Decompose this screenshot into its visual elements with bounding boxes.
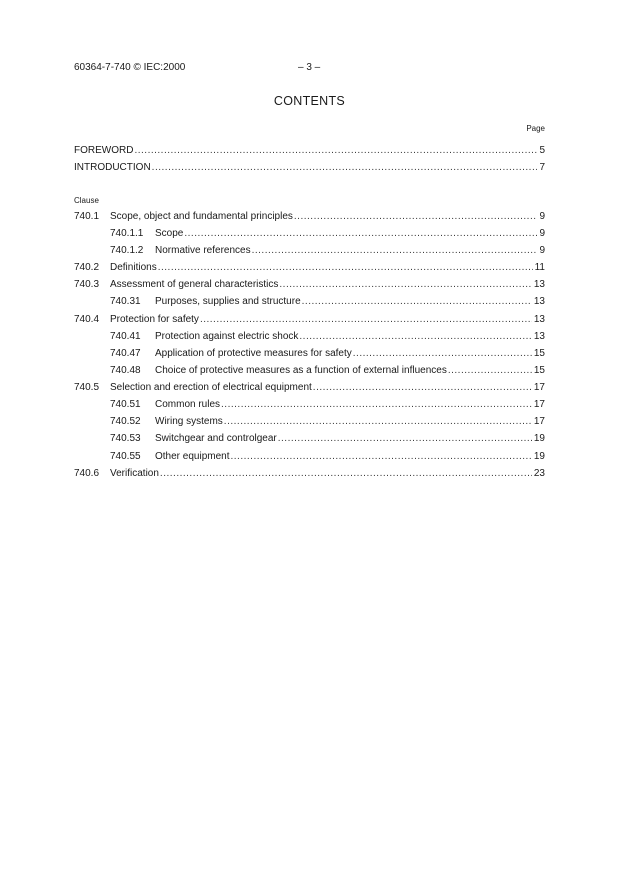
toc-entry-clause[interactable] <box>74 210 545 223</box>
dot-leader <box>313 381 532 394</box>
toc-entry-label: Purposes, supplies and structure <box>155 296 301 307</box>
toc-entry-page: 9 <box>539 245 545 256</box>
toc-entry-number: 740.55 <box>110 451 141 462</box>
dot-leader <box>221 398 532 411</box>
toc-entry-label: Verification <box>110 468 159 479</box>
dot-leader <box>134 144 537 157</box>
toc-entry-label: Normative references <box>155 245 251 256</box>
toc-entry-number: 740.53 <box>110 433 141 444</box>
toc-entry-label: Selection and erection of electrical equipment <box>110 382 312 393</box>
page-number: – 3 – <box>298 62 321 73</box>
toc-entry-page: 15 <box>533 365 545 376</box>
toc-entry-label: Other equipment <box>155 451 230 462</box>
toc-entry-label: Scope <box>155 228 184 239</box>
toc-entry-subclause[interactable] <box>74 398 545 411</box>
toc-entry-page: 13 <box>533 296 545 307</box>
toc-entry-label: Application of protective measures for safety <box>155 348 352 359</box>
toc-entry-page: 9 <box>539 211 545 222</box>
dot-leader <box>158 261 533 274</box>
toc-entry-label: Switchgear and controlgear <box>155 433 277 444</box>
toc-entry-number: 740.5 <box>74 382 100 393</box>
toc-entry-number: 740.1.1 <box>110 228 144 239</box>
toc-entry-number: 740.6 <box>74 468 100 479</box>
page-title: CONTENTS <box>273 94 346 108</box>
toc-entry-page: 7 <box>539 162 545 173</box>
toc-entry-page: 17 <box>533 399 545 410</box>
dot-leader <box>252 244 538 257</box>
toc-entry-number: 740.31 <box>110 296 141 307</box>
toc-entry-label: Scope, object and fundamental principles <box>110 211 293 222</box>
toc-entry-foreword[interactable] <box>74 144 545 157</box>
toc-entry-number: 740.47 <box>110 348 141 359</box>
toc-entry-number: 740.41 <box>110 331 141 342</box>
toc-entry-label: Protection against electric shock <box>155 331 299 342</box>
dot-leader <box>302 295 532 308</box>
toc-entry-label: Assessment of general characteristics <box>110 279 279 290</box>
dot-leader <box>152 161 538 174</box>
toc-entry-subclause[interactable] <box>74 295 545 308</box>
toc-entry-page: 15 <box>533 348 545 359</box>
toc-entry-label: Wiring systems <box>155 416 223 427</box>
toc-entry-page: 13 <box>533 314 545 325</box>
toc-entry-subclause[interactable] <box>74 364 545 377</box>
toc-entry-label: Common rules <box>155 399 221 410</box>
toc-entry-subclause[interactable] <box>74 227 545 240</box>
toc-entry-page: 9 <box>539 228 545 239</box>
toc-entry-page: 11 <box>534 262 545 273</box>
clause-column-label: Clause <box>74 196 99 205</box>
toc-entry-number: 740.3 <box>74 279 100 290</box>
toc-entry-page: 5 <box>539 145 545 156</box>
page-header <box>74 62 546 74</box>
toc-entry-subclause[interactable] <box>74 415 545 428</box>
toc-entry-label: Choice of protective measures as a function of external influences <box>155 365 447 376</box>
dot-leader <box>184 227 537 240</box>
toc-entry-page: 23 <box>533 468 545 479</box>
toc-entry-number: 740.52 <box>110 416 141 427</box>
dot-leader <box>299 330 531 343</box>
toc-entry-introduction[interactable] <box>74 161 545 174</box>
toc-entry-page: 17 <box>533 416 545 427</box>
toc-entry-number: 740.1 <box>74 211 100 222</box>
toc-entry-clause[interactable] <box>74 313 545 326</box>
toc-entry-subclause[interactable] <box>74 347 545 360</box>
dot-leader <box>224 415 532 428</box>
dot-leader <box>278 432 532 445</box>
dot-leader <box>279 278 531 291</box>
dot-leader <box>200 313 532 326</box>
dot-leader <box>353 347 532 360</box>
toc-entry-number: 740.48 <box>110 365 141 376</box>
toc-entry-label: INTRODUCTION <box>74 162 151 173</box>
toc-entry-page: 17 <box>533 382 545 393</box>
document-id: 60364-7-740 © IEC:2000 <box>74 62 186 73</box>
toc-entry-number: 740.2 <box>74 262 100 273</box>
toc-entry-clause[interactable] <box>74 261 545 274</box>
toc-entry-subclause[interactable] <box>74 330 545 343</box>
toc-entry-page: 19 <box>533 451 545 462</box>
toc-entry-label: Protection for safety <box>110 314 199 325</box>
toc-entry-number: 740.4 <box>74 314 100 325</box>
toc-entry-subclause[interactable] <box>74 432 545 445</box>
dot-leader <box>160 467 532 480</box>
toc-entry-page: 13 <box>533 331 545 342</box>
toc-entry-subclause[interactable] <box>74 450 545 463</box>
dot-leader <box>294 210 538 223</box>
toc-entry-page: 13 <box>533 279 545 290</box>
dot-leader <box>231 450 532 463</box>
dot-leader <box>448 364 532 377</box>
toc-entry-page: 19 <box>533 433 545 444</box>
toc-entry-label: FOREWORD <box>74 145 134 156</box>
page-column-label: Page <box>526 124 545 133</box>
toc-entry-number: 740.1.2 <box>110 245 144 256</box>
toc-entry-clause[interactable] <box>74 381 545 394</box>
toc-entry-clause[interactable] <box>74 278 545 291</box>
toc-entry-clause[interactable] <box>74 467 545 480</box>
toc-entry-subclause[interactable] <box>74 244 545 257</box>
toc-entry-label: Definitions <box>110 262 157 273</box>
toc-entry-number: 740.51 <box>110 399 141 410</box>
